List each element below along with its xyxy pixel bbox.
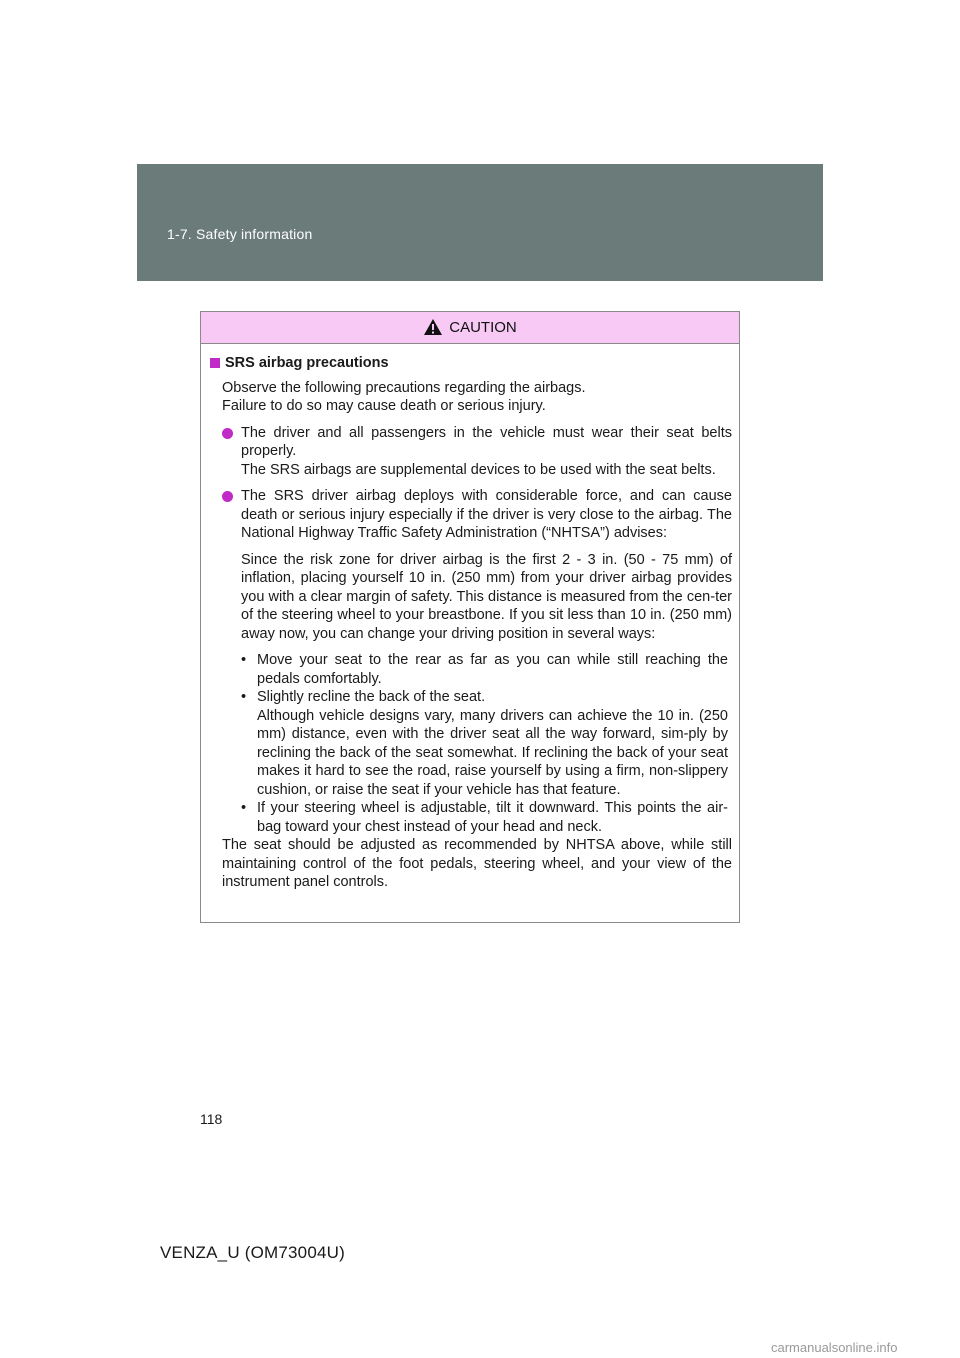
circle-bullet-icon — [222, 491, 233, 502]
section-title: 1-7. Safety information — [167, 226, 313, 242]
item-text — [241, 424, 732, 480]
bullet-mark: • — [241, 689, 247, 705]
intro-line-1: Observe the following precautions regarding the airbags. — [222, 379, 586, 396]
square-bullet-icon — [210, 358, 220, 368]
bullet3: If your steering wheel is adjustable, tilt it downward. This points the air-bag toward your chest instead of your head and neck. — [257, 800, 728, 835]
header-band — [137, 164, 823, 281]
caution-header — [201, 312, 739, 344]
warning-triangle-icon — [423, 318, 443, 336]
item2-text: The SRS driver airbag deploys with considerable force, and can cause death or serious injury especially if the driver is very close to the airbag. The National Highway Traffic Safety Administration (“NHTSA”) advises: — [241, 488, 732, 541]
subhead-text: SRS airbag precautions — [225, 355, 389, 371]
position-bullets — [210, 651, 732, 836]
bullet-text — [257, 688, 732, 799]
list-item-driver-airbag — [210, 487, 732, 543]
intro-line-2: Failure to do so may cause death or serious injury. — [222, 398, 546, 414]
intro — [210, 379, 732, 416]
page-number: 118 — [200, 1111, 223, 1127]
bullet2-line2: Although vehicle designs vary, many drivers can achieve the 10 in. (250 mm) distance, even with the driver seat all the way forward, sim-ply by reclining the back of the seat somewhat. If reclining the back of your seat makes it hard to see the road, raise yourself by using a firm, non-slippery cushion, or raise the seat if your vehicle has that feature. — [257, 707, 728, 798]
caution-box — [200, 311, 740, 923]
bullet1: Move your seat to the rear as far as you can while still reaching the pedals comfortably. — [257, 652, 728, 687]
bullet2-line1: Slightly recline the back of the seat. — [257, 689, 486, 705]
item-text — [241, 487, 732, 543]
bullet-item — [241, 651, 732, 688]
bullet-item — [241, 799, 732, 836]
bullet-item — [241, 688, 732, 799]
document-id: VENZA_U (OM73004U) — [160, 1243, 345, 1262]
bullet-mark: • — [241, 652, 247, 668]
caution-body — [201, 344, 739, 892]
risk-zone-paragraph: Since the risk zone for driver airbag is the first 2 - 3 in. (50 - 75 mm) of inflation, placing yourself 10 in. (250 mm) from your driver airbag provides you with a clear margin of safety. This distance is measured from the cen-ter of the steering wheel to your breastbone. If you sit less than 10 in. (250 mm) away now, you can change your driving position in several ways: — [241, 551, 732, 642]
bullet-mark: • — [241, 800, 247, 816]
closing-paragraph: The seat should be adjusted as recommended by NHTSA above, while still maintaining control of the foot pedals, steering wheel, and your view of the instrument panel controls. — [222, 837, 732, 890]
bullet-text — [257, 799, 732, 836]
list-item-seat-belts — [210, 424, 732, 480]
caution-label: CAUTION — [449, 319, 517, 336]
circle-bullet-icon — [222, 428, 233, 439]
item1-line2: The SRS airbags are supplemental devices to be used with the seat belts. — [241, 461, 716, 478]
item1-line1: The driver and all passengers in the vehicle must wear their seat belts properly. — [241, 424, 732, 459]
bullet-text — [257, 651, 732, 688]
watermark: carmanualsonline.info — [771, 1340, 898, 1355]
subhead — [210, 354, 732, 373]
